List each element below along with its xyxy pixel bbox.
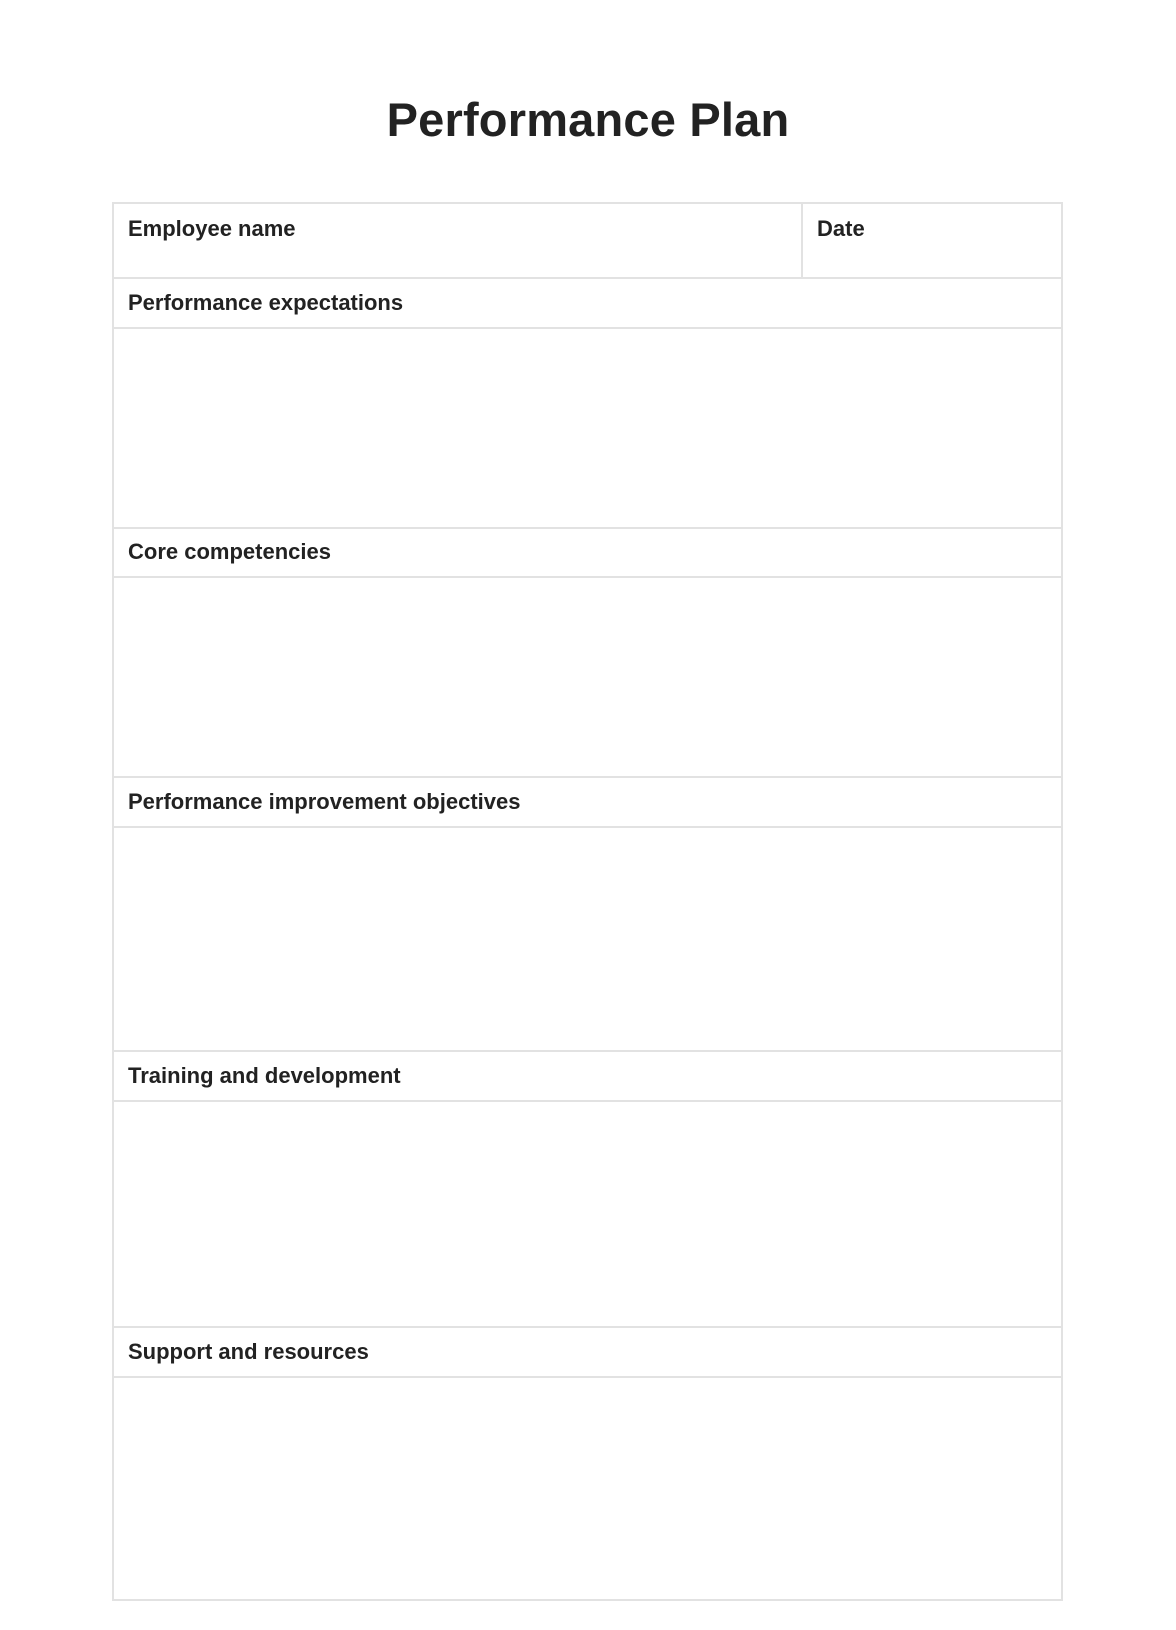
section-body-performance-expectations[interactable] bbox=[114, 329, 1061, 529]
section-label: Training and development bbox=[128, 1063, 401, 1088]
section-header-performance-improvement-objectives bbox=[114, 778, 1061, 828]
date-field[interactable] bbox=[803, 204, 1061, 277]
section-label: Support and resources bbox=[128, 1339, 369, 1364]
date-label: Date bbox=[817, 216, 865, 241]
section-label: Core competencies bbox=[128, 539, 331, 564]
employee-name-field[interactable] bbox=[114, 204, 803, 277]
section-header-support-and-resources bbox=[114, 1328, 1061, 1378]
performance-plan-form bbox=[112, 202, 1063, 1601]
section-header-performance-expectations bbox=[114, 279, 1061, 329]
employee-name-label: Employee name bbox=[128, 216, 296, 241]
section-label: Performance expectations bbox=[128, 290, 404, 315]
page-title: Performance Plan bbox=[386, 93, 790, 146]
section-body-performance-improvement-objectives[interactable] bbox=[114, 828, 1061, 1052]
section-header-training-and-development bbox=[114, 1052, 1061, 1102]
section-body-core-competencies[interactable] bbox=[114, 578, 1061, 778]
section-header-core-competencies bbox=[114, 528, 1061, 578]
section-body-training-and-development[interactable] bbox=[114, 1103, 1061, 1328]
section-label: Performance improvement objectives bbox=[128, 789, 521, 814]
section-body-support-and-resources[interactable] bbox=[114, 1378, 1061, 1599]
header-row bbox=[114, 204, 1061, 279]
